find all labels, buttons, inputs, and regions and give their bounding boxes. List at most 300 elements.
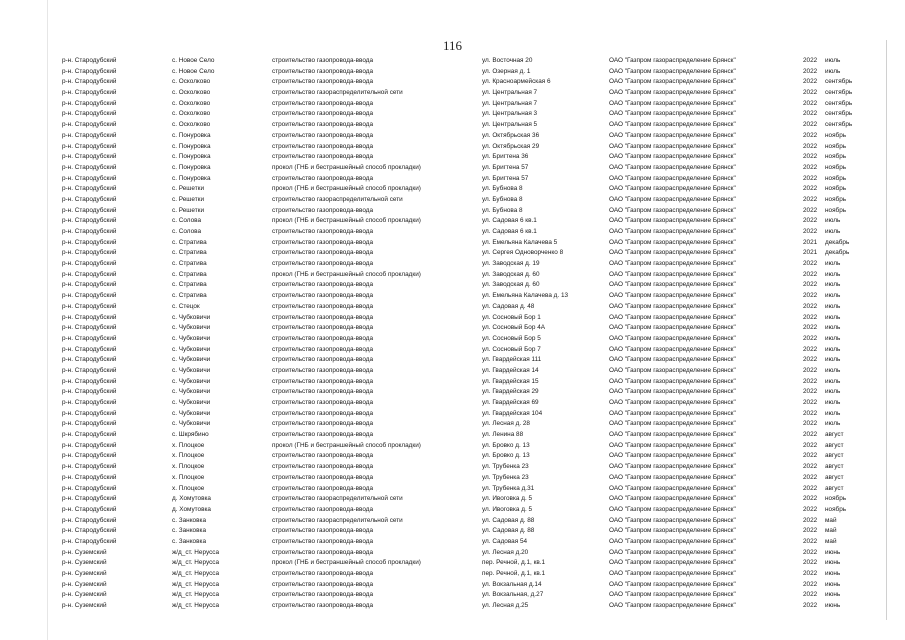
cell-organization: ОАО "Газпром газораспределение Брянск": [609, 238, 736, 246]
cell-work-type: строительство газопровода-ввода: [272, 484, 374, 492]
cell-year: 2022: [803, 505, 818, 513]
cell-address: ул. Лесная д. 28: [482, 420, 530, 428]
cell-work-type: прокол (ГНБ и бестраншейный способ прокладки): [272, 441, 421, 449]
cell-year: 2022: [803, 377, 818, 385]
cell-settlement: с. Стратива: [172, 281, 207, 289]
cell-address: ул. Лесная д.20: [482, 548, 529, 556]
table-row: [62, 56, 852, 67]
cell-organization: ОАО "Газпром газораспределение Брянск": [609, 249, 736, 257]
cell-district: р-н. Стародубский: [62, 270, 117, 278]
cell-month: ноябрь: [825, 153, 847, 161]
cell-year: 2022: [803, 324, 818, 332]
cell-district: р-н. Стародубский: [62, 174, 117, 182]
cell-organization: ОАО "Газпром газораспределение Брянск": [609, 281, 736, 289]
cell-address: ул. Октябрьская 36: [482, 131, 540, 139]
cell-month: июнь: [825, 559, 841, 567]
cell-year: 2022: [803, 163, 818, 171]
cell-settlement: с. Понуровка: [172, 163, 211, 171]
cell-organization: ОАО "Газпром газораспределение Брянск": [609, 505, 736, 513]
cell-year: 2022: [803, 281, 818, 289]
table-row: [62, 494, 852, 505]
cell-district: р-н. Стародубский: [62, 185, 117, 193]
cell-month: май: [825, 537, 837, 545]
table-row: [62, 142, 852, 153]
cell-work-type: строительство газопровода-ввода: [272, 473, 374, 481]
cell-organization: ОАО "Газпром газораспределение Брянск": [609, 292, 736, 300]
cell-month: июль: [825, 334, 841, 342]
cell-settlement: с. Стратива: [172, 292, 207, 300]
cell-district: р-н. Стародубский: [62, 377, 117, 385]
cell-organization: ОАО "Газпром газораспределение Брянск": [609, 452, 736, 460]
cell-year: 2022: [803, 420, 818, 428]
cell-district: р-н. Стародубский: [62, 495, 117, 503]
cell-address: ул. Садовая д. 88: [482, 516, 535, 524]
cell-month: ноябрь: [825, 163, 847, 171]
cell-district: р-н. Стародубский: [62, 431, 117, 439]
cell-work-type: строительство газопровода-ввода: [272, 249, 374, 257]
cell-settlement: с. Понуровка: [172, 153, 211, 161]
table-row: [62, 270, 852, 281]
cell-organization: ОАО "Газпром газораспределение Брянск": [609, 537, 736, 545]
cell-address: ул. Озерная д. 1: [482, 67, 531, 75]
cell-organization: ОАО "Газпром газораспределение Брянск": [609, 270, 736, 278]
cell-year: 2022: [803, 185, 818, 193]
cell-address: ул. Заводская д. 60: [482, 281, 540, 289]
cell-month: ноябрь: [825, 174, 847, 182]
cell-organization: ОАО "Газпром газораспределение Брянск": [609, 313, 736, 321]
cell-year: 2022: [803, 292, 818, 300]
cell-work-type: строительство газопровода-ввода: [272, 409, 374, 417]
cell-district: р-н. Стародубский: [62, 260, 117, 268]
cell-organization: ОАО "Газпром газораспределение Брянск": [609, 570, 736, 577]
cell-district: р-н. Стародубский: [62, 131, 117, 139]
cell-work-type: строительство газопровода-ввода: [272, 377, 374, 385]
cell-organization: ОАО "Газпром газораспределение Брянск": [609, 153, 736, 161]
cell-month: июль: [825, 345, 841, 353]
cell-work-type: строительство газопровода-ввода: [272, 324, 374, 332]
cell-address: ул. Гвардейская 111: [482, 356, 542, 364]
cell-month: ноябрь: [825, 495, 847, 503]
cell-organization: ОАО "Газпром газораспределение Брянск": [609, 366, 736, 374]
table-row: [62, 451, 852, 462]
cell-settlement: ж/д_ст. Нерусса: [172, 580, 220, 588]
table-row: [62, 163, 852, 174]
cell-work-type: строительство газораспределительной сети: [272, 195, 403, 203]
cell-month: июль: [825, 313, 841, 321]
table-row: [62, 195, 852, 206]
cell-district: р-н. Стародубский: [62, 366, 117, 374]
cell-work-type: строительство газопровода-ввода: [272, 78, 374, 86]
cell-year: 2021: [803, 249, 818, 257]
cell-year: 2022: [803, 409, 818, 417]
cell-address: ул. Сосновый Бор 7: [482, 345, 541, 353]
cell-work-type: строительство газопровода-ввода: [272, 67, 374, 75]
cell-address: ул. Садовая д. 88: [482, 527, 535, 535]
cell-address: ул. Вокзальная д.14: [482, 580, 542, 588]
cell-settlement: х. Плоцкое: [172, 441, 205, 449]
cell-settlement: д. Хомутовка: [172, 495, 211, 503]
cell-month: июль: [825, 67, 841, 75]
cell-year: 2022: [803, 228, 818, 235]
cell-address: ул. Гвардейская 69: [482, 399, 539, 406]
table-row: [62, 484, 852, 495]
cell-address: ул. Бригтена 57: [482, 174, 529, 182]
cell-month: июль: [825, 281, 841, 289]
cell-month: июль: [825, 324, 841, 332]
cell-organization: ОАО "Газпром газораспределение Брянск": [609, 356, 736, 364]
cell-work-type: строительство газопровода-ввода: [272, 99, 374, 107]
cell-work-type: строительство газопровода-ввода: [272, 174, 374, 182]
cell-month: август: [825, 441, 844, 449]
cell-settlement: с. Стратива: [172, 249, 207, 257]
table-row: [62, 590, 852, 601]
table-row: [62, 248, 852, 259]
cell-settlement: с. Чубковичи: [172, 377, 211, 385]
cell-year: 2022: [803, 463, 818, 471]
cell-year: 2022: [803, 345, 818, 353]
cell-work-type: строительство газопровода-ввода: [272, 292, 374, 300]
cell-address: ул. Центральная 7: [482, 89, 538, 97]
cell-work-type: строительство газопровода-ввода: [272, 463, 374, 471]
cell-address: ул. Заводская д. 60: [482, 270, 540, 278]
cell-work-type: прокол (ГНБ и бестраншейный способ прокладки): [272, 217, 421, 225]
cell-district: р-н. Стародубский: [62, 110, 117, 118]
cell-organization: ОАО "Газпром газораспределение Брянск": [609, 302, 736, 310]
cell-organization: ОАО "Газпром газораспределение Брянск": [609, 463, 736, 471]
cell-settlement: с. Чубковичи: [172, 313, 211, 321]
cell-month: июль: [825, 399, 841, 406]
cell-district: р-н. Стародубский: [62, 67, 117, 75]
table-row: [62, 259, 852, 270]
cell-organization: ОАО "Газпром газораспределение Брянск": [609, 142, 736, 150]
cell-settlement: с. Новое Село: [172, 67, 215, 75]
table-row: [62, 355, 852, 366]
cell-month: август: [825, 463, 844, 471]
cell-district: р-н. Стародубский: [62, 409, 117, 417]
cell-work-type: строительство газопровода-ввода: [272, 281, 374, 289]
table-row: [62, 291, 852, 302]
cell-month: август: [825, 431, 844, 439]
table-row: [62, 580, 852, 591]
cell-year: 2022: [803, 174, 818, 182]
cell-year: 2022: [803, 121, 818, 129]
table-row: [62, 216, 852, 227]
table-row: [62, 558, 852, 569]
cell-year: 2022: [803, 356, 818, 364]
cell-year: 2021: [803, 238, 818, 246]
cell-district: р-н. Стародубский: [62, 153, 117, 161]
cell-month: сентябрь: [825, 99, 853, 107]
cell-organization: ОАО "Газпром газораспределение Брянск": [609, 324, 736, 332]
page-right-edge: [886, 40, 887, 620]
cell-address: ул. Садовая 6 кв.1: [482, 228, 537, 235]
cell-work-type: строительство газопровода-ввода: [272, 580, 374, 588]
cell-year: 2022: [803, 206, 818, 214]
cell-address: ул. Сосновый Бор 5: [482, 334, 541, 342]
table-row: [62, 462, 852, 473]
cell-settlement: с. Стратива: [172, 260, 207, 268]
cell-district: р-н. Стародубский: [62, 345, 117, 353]
cell-district: р-н. Стародубский: [62, 292, 117, 300]
cell-month: июль: [825, 409, 841, 417]
cell-settlement: ж/д_ст. Нерусса: [172, 591, 220, 599]
cell-organization: ОАО "Газпром газораспределение Брянск": [609, 580, 736, 588]
cell-address: ул. Сосновый Бор 1: [482, 313, 541, 321]
cell-month: май: [825, 516, 837, 524]
cell-settlement: ж/д_ст. Нерусса: [172, 559, 220, 567]
cell-address: ул. Бригтена 36: [482, 153, 529, 161]
cell-address: ул. Центральная 7: [482, 99, 538, 107]
cell-organization: ОАО "Газпром газораспределение Брянск": [609, 57, 736, 64]
cell-district: р-н. Стародубский: [62, 334, 117, 342]
cell-settlement: с. Стратива: [172, 238, 207, 246]
cell-organization: ОАО "Газпром газораспределение Брянск": [609, 110, 736, 118]
cell-district: р-н. Суземский: [62, 602, 107, 610]
cell-settlement: ж/д_ст. Нерусса: [172, 602, 220, 610]
cell-settlement: с. Чубковичи: [172, 409, 211, 417]
cell-work-type: строительство газораспределительной сети: [272, 495, 403, 503]
cell-district: р-н. Стародубский: [62, 441, 117, 449]
table-row: [62, 174, 852, 185]
cell-work-type: строительство газопровода-ввода: [272, 420, 374, 428]
cell-year: 2022: [803, 548, 818, 556]
cell-settlement: с. Чубковичи: [172, 366, 211, 374]
cell-organization: ОАО "Газпром газораспределение Брянск": [609, 420, 736, 428]
cell-work-type: строительство газопровода-ввода: [272, 399, 374, 406]
cell-year: 2022: [803, 142, 818, 150]
cell-work-type: строительство газопровода-ввода: [272, 206, 374, 214]
cell-address: ул. Гвардейская 15: [482, 377, 539, 385]
cell-settlement: с. Стецок: [172, 302, 200, 310]
cell-settlement: с. Понуровка: [172, 174, 211, 182]
cell-work-type: строительство газопровода-ввода: [272, 366, 374, 374]
cell-month: июль: [825, 366, 841, 374]
cell-work-type: строительство газопровода-ввода: [272, 57, 374, 64]
table-row: [62, 548, 852, 559]
cell-settlement: ж/д_ст. Нерусса: [172, 570, 220, 577]
cell-settlement: с. Решетки: [172, 195, 205, 203]
cell-address: ул. Ленина 88: [482, 431, 524, 439]
cell-organization: ОАО "Газпром газораспределение Брянск": [609, 131, 736, 139]
cell-settlement: с. Осколково: [172, 89, 211, 97]
cell-organization: ОАО "Газпром газораспределение Брянск": [609, 591, 736, 599]
cell-year: 2022: [803, 516, 818, 524]
cell-month: июнь: [825, 602, 841, 610]
cell-year: 2022: [803, 302, 818, 310]
cell-address: пер. Речной, д.1, кв.1: [482, 559, 546, 567]
cell-district: р-н. Стародубский: [62, 206, 117, 214]
cell-work-type: строительство газопровода-ввода: [272, 121, 374, 129]
cell-organization: ОАО "Газпром газораспределение Брянск": [609, 516, 736, 524]
cell-work-type: прокол (ГНБ и бестраншейный способ прокладки): [272, 559, 421, 567]
cell-district: р-н. Стародубский: [62, 324, 117, 332]
cell-address: ул. Восточная 20: [482, 57, 533, 64]
cell-year: 2022: [803, 89, 818, 97]
cell-district: р-н. Стародубский: [62, 195, 117, 203]
cell-year: 2022: [803, 484, 818, 492]
cell-settlement: с. Понуровка: [172, 131, 211, 139]
cell-month: июль: [825, 228, 841, 235]
cell-year: 2022: [803, 580, 818, 588]
table-row: [62, 302, 852, 313]
cell-address: ул. Заводская д. 19: [482, 260, 540, 268]
cell-month: сентябрь: [825, 121, 853, 129]
cell-organization: ОАО "Газпром газораспределение Брянск": [609, 67, 736, 75]
cell-year: 2022: [803, 334, 818, 342]
cell-address: ул. Бровко д. 13: [482, 452, 530, 460]
cell-district: р-н. Стародубский: [62, 302, 117, 310]
cell-settlement: с. Шкрябино: [172, 431, 209, 439]
table-row: [62, 313, 852, 324]
table-row: [62, 152, 852, 163]
cell-settlement: с. Чубковичи: [172, 388, 211, 396]
table-row: [62, 537, 852, 548]
cell-address: ул. Бубнова 8: [482, 195, 523, 203]
cell-organization: ОАО "Газпром газораспределение Брянск": [609, 527, 736, 535]
cell-work-type: строительство газопровода-ввода: [272, 142, 374, 150]
cell-address: ул. Бригтена 57: [482, 163, 529, 171]
cell-work-type: строительство газопровода-ввода: [272, 537, 374, 545]
cell-settlement: с. Новое Село: [172, 57, 215, 64]
cell-settlement: д. Хомутовка: [172, 505, 211, 513]
cell-settlement: с. Стратива: [172, 270, 207, 278]
cell-year: 2022: [803, 78, 818, 86]
cell-year: 2022: [803, 260, 818, 268]
table-row: [62, 131, 852, 142]
cell-work-type: строительство газопровода-ввода: [272, 591, 374, 599]
cell-address: ул. Садовая 54: [482, 537, 528, 545]
cell-year: 2022: [803, 388, 818, 396]
cell-settlement: х. Плоцкое: [172, 452, 205, 460]
cell-district: р-н. Стародубский: [62, 356, 117, 364]
table-row: [62, 345, 852, 356]
table-row: [62, 334, 852, 345]
cell-organization: ОАО "Газпром газораспределение Брянск": [609, 163, 736, 171]
cell-organization: ОАО "Газпром газораспределение Брянск": [609, 377, 736, 385]
cell-year: 2022: [803, 67, 818, 75]
cell-year: 2022: [803, 537, 818, 545]
cell-address: ул. Центральная 5: [482, 121, 538, 129]
cell-organization: ОАО "Газпром газораспределение Брянск": [609, 409, 736, 417]
cell-settlement: с. Занковка: [172, 537, 206, 545]
cell-month: июнь: [825, 570, 841, 577]
cell-year: 2022: [803, 366, 818, 374]
cell-district: р-н. Стародубский: [62, 452, 117, 460]
cell-settlement: с. Решетки: [172, 206, 205, 214]
cell-year: 2022: [803, 57, 818, 64]
cell-settlement: с. Осколково: [172, 99, 211, 107]
cell-year: 2022: [803, 195, 818, 203]
cell-work-type: прокол (ГНБ и бестраншейный способ прокладки): [272, 270, 421, 278]
cell-address: ул. Гвардейская 104: [482, 409, 543, 417]
table-row: [62, 77, 852, 88]
cell-district: р-н. Стародубский: [62, 121, 117, 129]
table-row: [62, 323, 852, 334]
table-row: [62, 441, 852, 452]
cell-district: р-н. Стародубский: [62, 388, 117, 396]
cell-settlement: с. Чубковичи: [172, 399, 211, 406]
cell-organization: ОАО "Газпром газораспределение Брянск": [609, 345, 736, 353]
cell-district: р-н. Стародубский: [62, 505, 117, 513]
cell-district: р-н. Стародубский: [62, 89, 117, 97]
cell-organization: ОАО "Газпром газораспределение Брянск": [609, 559, 736, 567]
table-row: [62, 99, 852, 110]
cell-work-type: строительство газопровода-ввода: [272, 388, 374, 396]
cell-month: август: [825, 452, 844, 460]
cell-district: р-н. Стародубский: [62, 484, 117, 492]
cell-organization: ОАО "Газпром газораспределение Брянск": [609, 399, 736, 406]
table-row: [62, 387, 852, 398]
cell-year: 2022: [803, 270, 818, 278]
cell-settlement: с. Чубковичи: [172, 420, 211, 428]
cell-district: р-н. Суземский: [62, 591, 107, 599]
cell-settlement: х. Плоцкое: [172, 484, 205, 492]
cell-month: сентябрь: [825, 89, 853, 97]
cell-work-type: строительство газопровода-ввода: [272, 302, 374, 310]
cell-organization: ОАО "Газпром газораспределение Брянск": [609, 89, 736, 97]
cell-organization: ОАО "Газпром газораспределение Брянск": [609, 78, 736, 86]
cell-month: июнь: [825, 580, 841, 588]
cell-organization: ОАО "Газпром газораспределение Брянск": [609, 388, 736, 396]
cell-year: 2022: [803, 99, 818, 107]
cell-settlement: х. Плоцкое: [172, 473, 205, 481]
table-row: [62, 377, 852, 388]
cell-address: ул. Лесная д.25: [482, 602, 529, 610]
cell-settlement: с. Солова: [172, 217, 202, 225]
cell-month: июль: [825, 260, 841, 268]
cell-work-type: строительство газопровода-ввода: [272, 334, 374, 342]
table-row: [62, 430, 852, 441]
cell-work-type: строительство газопровода-ввода: [272, 153, 374, 161]
table-row: [62, 516, 852, 527]
cell-address: ул. Трубенка д.31: [482, 484, 535, 492]
cell-district: р-н. Стародубский: [62, 537, 117, 545]
cell-month: ноябрь: [825, 195, 847, 203]
cell-district: р-н. Стародубский: [62, 516, 117, 524]
cell-district: р-н. Суземский: [62, 548, 107, 556]
cell-work-type: строительство газопровода-ввода: [272, 356, 374, 364]
cell-year: 2022: [803, 431, 818, 439]
cell-settlement: с. Чубковичи: [172, 334, 211, 342]
cell-month: июль: [825, 356, 841, 364]
cell-organization: ОАО "Газпром газораспределение Брянск": [609, 174, 736, 182]
cell-district: р-н. Стародубский: [62, 238, 117, 246]
cell-work-type: строительство газопровода-ввода: [272, 345, 374, 353]
cell-settlement: с. Решетки: [172, 185, 205, 193]
cell-year: 2022: [803, 591, 818, 599]
cell-settlement: с. Чубковичи: [172, 345, 211, 353]
cell-month: август: [825, 473, 844, 481]
cell-district: р-н. Стародубский: [62, 527, 117, 535]
cell-district: р-н. Стародубский: [62, 57, 117, 64]
table-row: [62, 227, 852, 238]
table-row: [62, 569, 852, 580]
page-left-shadow: [47, 0, 48, 640]
cell-district: р-н. Суземский: [62, 580, 107, 588]
cell-address: ул. Трубенка 23: [482, 463, 529, 471]
cell-month: июль: [825, 377, 841, 385]
cell-settlement: с. Понуровка: [172, 142, 211, 150]
cell-work-type: строительство газопровода-ввода: [272, 238, 374, 246]
cell-month: июнь: [825, 548, 841, 556]
table-row: [62, 109, 852, 120]
cell-organization: ОАО "Газпром газораспределение Брянск": [609, 473, 736, 481]
cell-work-type: строительство газопровода-ввода: [272, 228, 374, 235]
table-row: [62, 409, 852, 420]
cell-work-type: прокол (ГНБ и бестраншейный способ прокладки): [272, 185, 421, 193]
cell-month: июль: [825, 420, 841, 428]
cell-work-type: строительство газопровода-ввода: [272, 527, 374, 535]
